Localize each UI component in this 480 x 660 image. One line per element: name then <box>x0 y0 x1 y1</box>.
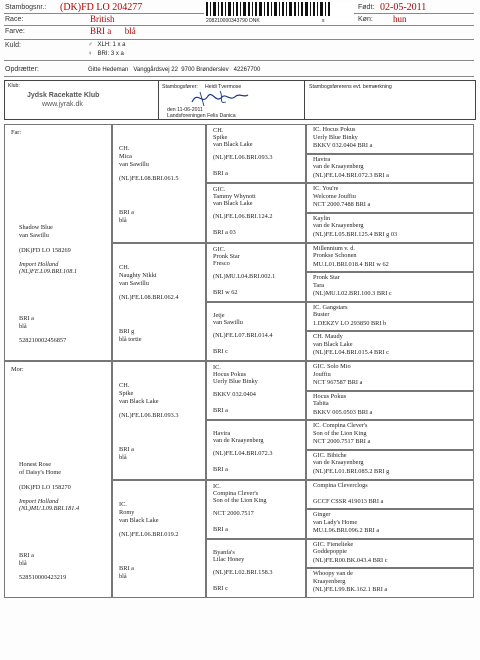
barcode-number: 208210000343790 DNK <box>206 18 260 24</box>
sire-name-2: van Sawillu <box>19 232 49 239</box>
grandparent-name: Romy <box>119 508 135 516</box>
kon-value: hun <box>393 14 407 24</box>
club-name: Jydsk Racekatte Klub <box>27 92 100 99</box>
great-grandparent-cell <box>206 361 306 420</box>
gggp-reg: (NL)FE.R00.BK.043.4 BRI c <box>313 556 388 564</box>
gggp-name: Hocus Pokus <box>313 392 347 400</box>
great-grandparent-cell <box>206 183 306 242</box>
gggp-cell <box>306 568 474 598</box>
gggp-name-2: van Black Lake <box>313 340 353 348</box>
dam-import-reg: (NL)MU.L09.BRI.181.4 <box>19 505 80 512</box>
gggp-name: IC. Hocus Pokus <box>313 126 356 133</box>
gggp-cell <box>306 124 474 154</box>
ggp-reg: (NL)FE.L06.BRI.124.2 <box>213 213 273 221</box>
great-grandparent-cell <box>206 124 306 183</box>
gggp-name-2: van de Kraayenberg <box>313 163 364 171</box>
gggp-name: GIC. Bibiche <box>313 451 347 459</box>
grandparent-cell <box>112 124 206 243</box>
grandparent-name: Spike <box>119 390 134 397</box>
ggp-name-2: van Black Lake <box>213 141 253 148</box>
grandparent-cell <box>112 480 206 599</box>
grandparent-name-2: van Sawillu <box>119 279 149 287</box>
gggp-name: IC. Compina Clever's <box>313 422 368 430</box>
ggp-title: IC. <box>213 482 221 490</box>
ggp-name-2: Fresco <box>213 259 230 267</box>
ggp-reg: (NL)FE.L06.BRI.093.3 <box>213 154 273 161</box>
ggp-color: BRI a <box>213 525 228 533</box>
gggp-name: Havira <box>313 155 331 163</box>
grandparent-name-2: van Sawillu <box>119 161 149 168</box>
ggp-title: CH. <box>213 127 224 134</box>
kuld-male: ♂ XLH: 1 x a <box>88 42 126 48</box>
gggp-reg: (NL)FE.L01.BRI.085.2 BRI g <box>313 467 390 475</box>
ggp-name-2: Lilac Honey <box>213 555 245 563</box>
divider <box>4 60 474 61</box>
dam-reg: (DK)FD LO 158270 <box>19 484 71 491</box>
kon-label: Køn: <box>358 16 373 23</box>
grandparent-color-2: blå <box>119 454 127 461</box>
great-grandparent-cell <box>206 420 306 479</box>
gggp-name-2: Kraayenberg <box>313 577 346 585</box>
gggp-name-2: van de Kraayenberg <box>313 459 364 467</box>
gggp-reg: NCT 2000.7517 BRI a <box>313 438 371 446</box>
sire-import: Import Holland <box>19 261 59 268</box>
gggp-reg: MU.L96.BRI.096.2 BRI a <box>313 527 380 535</box>
club-website: www.jyrak.dk <box>42 101 83 108</box>
ggp-name: Jetje <box>213 311 225 319</box>
gggp-cell <box>306 243 474 273</box>
ggp-color: BRI a <box>213 407 228 414</box>
ggp-color: BRI w 62 <box>213 288 238 296</box>
gggp-cell <box>306 420 474 450</box>
great-grandparent-cell <box>206 302 306 361</box>
stambogsnr-value: (DK)FD LO 204277 <box>60 2 143 13</box>
kuld-female: ♀ BRI: 3 x a <box>88 51 124 57</box>
fodt-value: 02-05-2011 <box>380 2 427 13</box>
grandparent-cell <box>112 243 206 362</box>
gggp-name: Compina Cleverclogs <box>313 481 368 489</box>
gggp-cell <box>306 272 474 302</box>
gggp-cell <box>306 213 474 243</box>
fodt-label: Født: <box>358 4 375 11</box>
gggp-cell <box>306 302 474 332</box>
dam-name: Honest Rose <box>19 461 52 468</box>
grandparent-color: BRI a <box>119 446 134 453</box>
gggp-name-2: van Lady's Home <box>313 518 358 526</box>
ggp-color: BRI a <box>213 170 228 177</box>
ggp-name-2: van Black Lake <box>213 200 253 208</box>
grandparent-title: CH. <box>119 263 130 271</box>
gggp-name-2: Tabita <box>313 400 329 408</box>
gggp-cell <box>306 391 474 421</box>
ggp-reg: (NL)MU.L04.BRI.002.1 <box>213 272 276 280</box>
ggp-title: GIC. <box>213 245 226 253</box>
gggp-cell <box>306 480 474 510</box>
gggp-reg: (NL)FE.L99.BK.162.1 BRI a <box>313 586 388 594</box>
ggp-reg: NCT 2000.7517 <box>213 509 254 517</box>
gggp-cell <box>306 183 474 213</box>
gggp-cell <box>306 509 474 539</box>
dam-color-2: blå <box>19 560 27 567</box>
opdraetter-value: Gitte Hedeman Vanggårdsvej 22 9700 Brønderslev 42267700 <box>88 67 261 73</box>
grandparent-name: Mica <box>119 153 132 160</box>
gggp-name-2: Pronkse Schonen <box>313 252 357 259</box>
race-value: British <box>90 14 115 24</box>
grandparent-color-2: blå <box>119 217 127 224</box>
ggp-name-2: Uerly Blue Binky <box>213 378 258 385</box>
stambogsnr-label: Stambogsnr.: <box>5 4 47 11</box>
gggp-name-2: Goddepoppie <box>313 548 347 556</box>
ggp-name: Hocus Pokus <box>213 371 247 378</box>
gggp-name-2: Jouffiu <box>313 370 331 378</box>
race-label: Race: <box>5 16 24 23</box>
ggp-color: BRI c <box>213 584 228 592</box>
divider <box>304 81 305 119</box>
gggp-reg: BKKV 032.0404 BRI a <box>313 142 373 149</box>
club-box <box>4 80 476 120</box>
dam-import: Import Holland <box>19 498 59 505</box>
gggp-cell <box>306 361 474 391</box>
dam-cell <box>4 361 112 598</box>
great-grandparent-cell <box>206 539 306 598</box>
ggp-reg: (NL)FE.L07.BRI.014.4 <box>213 331 273 339</box>
gggp-name-2: Son of the Lion King <box>313 429 367 437</box>
grandparent-cell <box>112 361 206 480</box>
gggp-reg: NCT 2000.7488 BRI a <box>313 201 371 209</box>
klub-label: Klub: <box>8 83 20 89</box>
ggp-color: BRI a <box>213 466 228 474</box>
ggp-title: IC. <box>213 364 221 371</box>
sire-name: Shadow Blue <box>19 224 53 231</box>
sire-reg: (DK)FD LO 158269 <box>19 247 71 254</box>
gggp-reg: 1.DEKZV LO 293850 BRI b <box>313 319 387 327</box>
gggp-reg: (NL)MU.L02.BRI.100.3 BRI c <box>313 290 392 298</box>
divider <box>4 39 474 40</box>
sire-cell <box>4 124 112 361</box>
gggp-cell <box>306 154 474 184</box>
stambogsforer-label: Stambogsfører: <box>162 84 198 90</box>
great-grandparent-cell <box>206 243 306 302</box>
farve-value: BRI a blå <box>90 26 136 36</box>
dam-name-2: of Daisy's Home <box>19 469 62 476</box>
ggp-name-2: Son of the Lion King <box>213 496 267 504</box>
grandparent-title: CH. <box>119 145 130 152</box>
opdraetter-label: Opdrætter: <box>5 66 39 73</box>
ggp-name-2: van Sawillu <box>213 318 243 326</box>
ggp-color: BRI a 03 <box>213 229 236 237</box>
divider <box>158 81 159 119</box>
gggp-name: IC. Gangstars <box>313 303 348 311</box>
pedigree-table <box>4 124 474 598</box>
gggp-name-2: Uerly Blue Binky <box>313 133 358 141</box>
gggp-cell <box>306 331 474 361</box>
gggp-name: GIC. Fienelieke <box>313 540 354 548</box>
sire-color-2: blå <box>19 323 27 330</box>
grandparent-color-2: blå tortie <box>119 335 142 343</box>
ggp-name-2: van de Kraayenberg <box>213 437 264 445</box>
gggp-name: Pronk Star <box>313 274 340 282</box>
gggp-reg: BKKV 005.0503 BRI a <box>313 408 373 416</box>
gggp-name-2: Buster <box>313 311 330 319</box>
sire-label: Far: <box>11 129 22 136</box>
stambogsforer-value: Heidi Tvermose <box>205 84 242 90</box>
gggp-reg: (NL)FE.L04.BRI.015.4 BRI c <box>313 349 389 357</box>
grandparent-title: CH. <box>119 382 130 389</box>
gggp-name-2: Tara <box>313 281 325 289</box>
grandparent-name-2: van Black Lake <box>119 516 159 524</box>
ggp-reg: (NL)FE.L04.BRI.072.3 <box>213 450 273 458</box>
grandparent-color: BRI a <box>119 209 134 216</box>
ggp-reg: BKKV 032.0404 <box>213 391 256 398</box>
issue-date: den 11-06-2011 <box>167 107 203 113</box>
grandparent-name: Naughty Nikki <box>119 271 157 279</box>
ggp-name: Spike <box>213 134 228 141</box>
gggp-name: Whoopy van de <box>313 570 353 578</box>
grandparent-color: BRI a <box>119 564 134 572</box>
grandparent-reg: (NL)FE.L06.BRI.093.3 <box>119 412 179 419</box>
gggp-cell <box>306 539 474 569</box>
ggp-title: GIC. <box>213 186 226 194</box>
great-grandparent-cell <box>206 480 306 539</box>
sire-import-reg: (NL)FE.L09.BRI.108.1 <box>19 268 78 275</box>
gggp-name: GIC. Solo Mio <box>313 363 351 370</box>
gggp-reg: (NL)FE.L04.BRI.072.3 BRI a <box>313 171 389 179</box>
kuld-label: Kuld: <box>5 42 21 49</box>
ggp-reg: (NL)FE.L02.BRI.158.3 <box>213 568 273 576</box>
gggp-reg: GCCF CSSR 419013 BRI a <box>313 497 384 505</box>
sire-chip: 528210002456857 <box>19 337 67 344</box>
dam-label: Mor: <box>11 366 24 373</box>
divider <box>4 76 474 77</box>
farve-label: Farve: <box>5 28 25 35</box>
grandparent-reg: (NL)FE.L08.BRI.062.4 <box>119 293 179 301</box>
dam-chip: 528510000423219 <box>19 574 67 581</box>
gggp-reg: NCT 967587 BRI a <box>313 379 363 386</box>
gggp-name: Millennium v. d. <box>313 244 355 252</box>
gggp-name: CH. Maudy <box>313 333 343 341</box>
grandparent-reg: (NL)FE.L06.BRI.019.2 <box>119 530 179 538</box>
barcode <box>204 2 354 28</box>
gggp-reg: MU.L01.BRI.018.4 BRI w 62 <box>313 260 389 268</box>
ggp-name: Havira <box>213 430 231 438</box>
ggp-name: Compina Clever's <box>213 489 259 497</box>
grandparent-color-2: blå <box>119 572 127 580</box>
ggp-name: Byanfa's <box>213 548 235 556</box>
gggp-name: IC. You're <box>313 185 339 193</box>
signature <box>190 88 250 108</box>
grandparent-title: IC. <box>119 500 127 508</box>
gggp-cell <box>306 450 474 480</box>
gggp-name-2: Welcome Jouffiu <box>313 192 356 200</box>
barcode-suffix: s <box>322 18 325 24</box>
grandparent-reg: (NL)FE.L08.BRI.061.5 <box>119 175 179 182</box>
grandparent-name-2: van Black Lake <box>119 398 159 405</box>
gggp-name: Ginger <box>313 511 331 519</box>
dam-color: BRI a <box>19 552 34 559</box>
landsforening: Landsforeningen Felis Danica <box>167 113 236 119</box>
sire-color: BRI a <box>19 315 34 322</box>
gggp-reg: (NL)FE.L05.BRI.125.4 BRI g 03 <box>313 230 398 238</box>
bemaerkning-label: Stambogsførerens evt. bemærkning <box>309 84 392 90</box>
ggp-name: Tammy Whynott <box>213 193 256 201</box>
grandparent-color: BRI g <box>119 327 135 335</box>
gggp-name: Kaylin <box>313 214 331 222</box>
ggp-color: BRI c <box>213 347 228 355</box>
gggp-name-2: van de Kraayenberg <box>313 222 364 230</box>
ggp-name: Pronk Star <box>213 252 240 260</box>
